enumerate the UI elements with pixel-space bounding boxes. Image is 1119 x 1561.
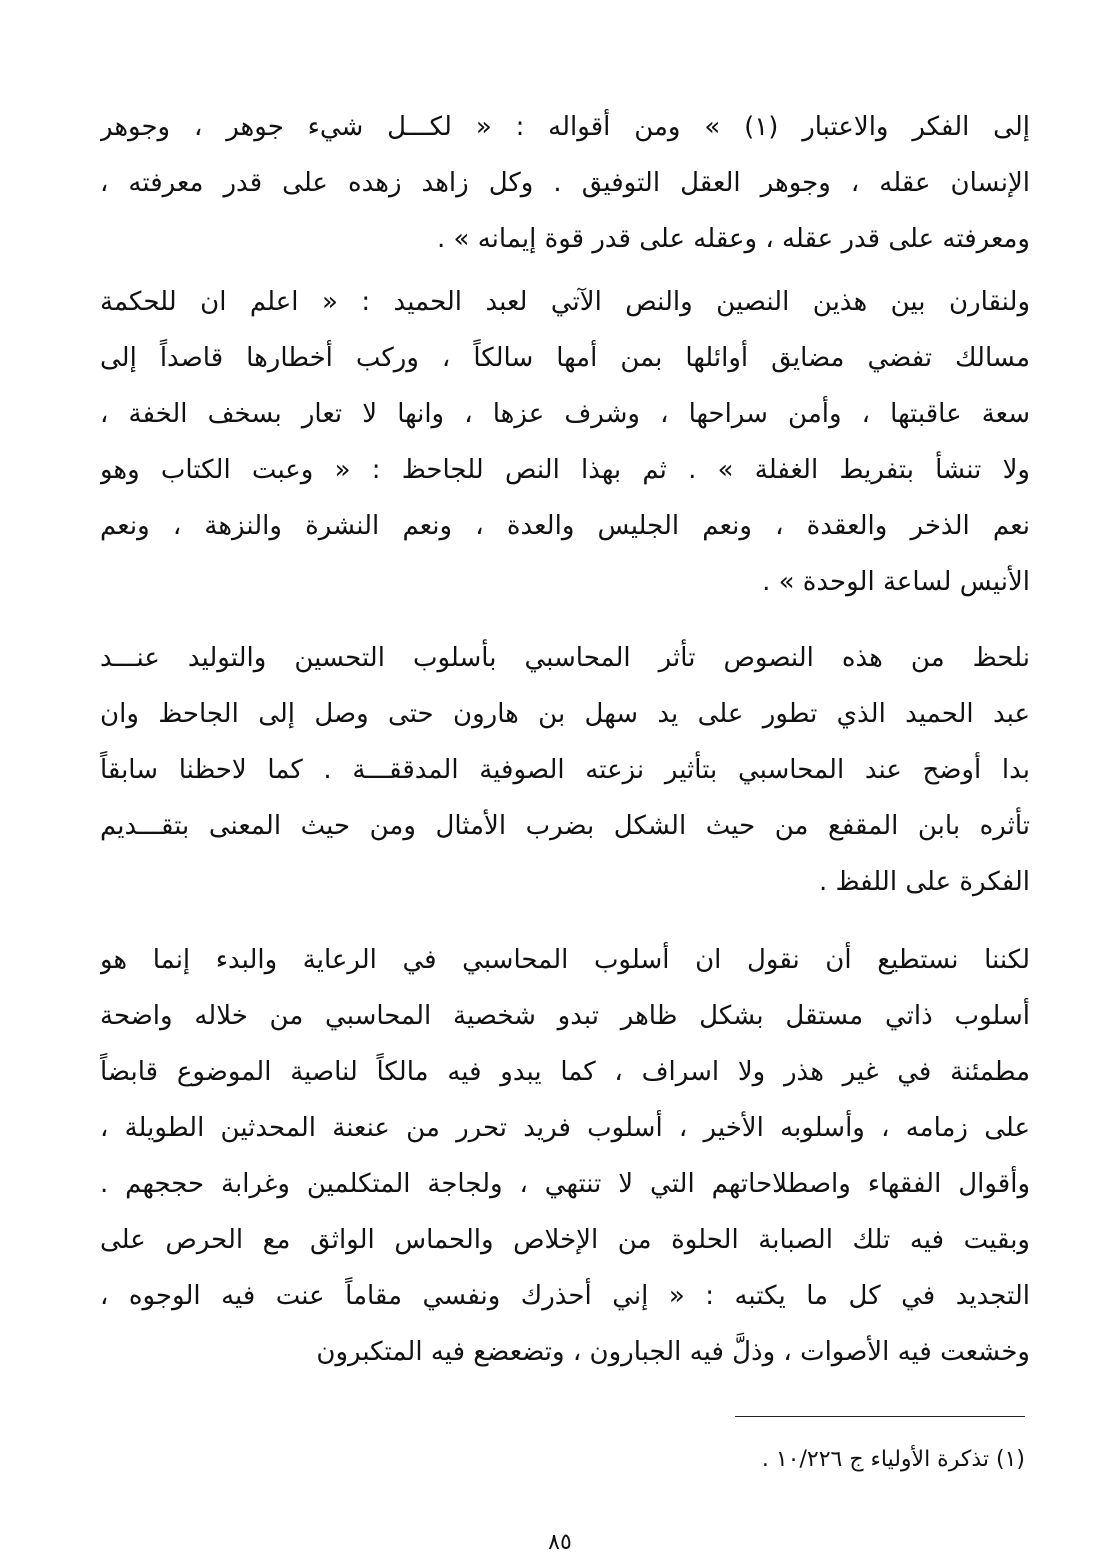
text-line: نلحظ من هذه النصوص تأثر المحاسبي بأسلوب التحسين والتوليد عنـــد: [100, 643, 1030, 673]
text-line: وخشعت فيه الأصوات ، وذلَّ فيه الجبارون ، وتضعضع فيه المتكبرون: [316, 1337, 1030, 1367]
footnote-divider: [735, 1416, 1025, 1417]
text-line: لكننا نستطيع أن نقول ان أسلوب المحاسبي في الرعاية والبدء إنما هو: [100, 945, 1030, 975]
text-line: ولا تنشأ بتفريط الغفلة » . ثم بهذا النص للجاحظ : « وعبت الكتاب وهو: [100, 455, 1030, 485]
text-line: ولنقارن بين هذين النصين والنص الآتي لعبد الحميد : « اعلم ان للحكمة: [100, 287, 1030, 317]
text-line: الفكرة على اللفظ .: [818, 867, 1030, 897]
paragraph-2: [100, 274, 1030, 610]
text-line: وأقوال الفقهاء واصطلاحاتهم التي لا تنتهي ، ولجاجة المتكلمين وغرابة حججهم .: [100, 1169, 1030, 1199]
text-line: ومعرفته على قدر عقله ، وعقله على قدر قوة إيمانه » .: [437, 224, 1030, 254]
page-number: ٨٥: [548, 1530, 572, 1555]
text-line: وبقيت فيه تلك الصبابة الحلوة من الإخلاص والحماس الواثق مع الحرص على: [100, 1225, 1030, 1255]
text-line: على زمامه ، وأسلوبه الأخير ، أسلوب فريد تحرر من عنعنة المحدثين الطويلة ،: [100, 1113, 1030, 1143]
text-line: التجديد في كل ما يكتبه : « إني أحذرك ونفسي مقاماً عنت فيه الوجوه ،: [100, 1281, 1030, 1311]
text-line: تأثره بابن المقفع من حيث الشكل بضرب الأمثال ومن حيث المعنى بتقـــديم: [100, 811, 1030, 841]
paragraph-1: [100, 99, 1030, 267]
text-line: بدا أوضح عند المحاسبي بتأثير نزعته الصوفية المدققـــة . كما لاحظنا سابقاً: [100, 755, 1030, 785]
text-line: مطمئنة في غير هذر ولا اسراف ، كما يبدو فيه مالكاً لناصية الموضوع قابضاً: [100, 1057, 1030, 1087]
footnote: (١) تذكرة الأولياء ج ١٠/٢٢٦ .: [761, 1447, 1025, 1472]
text-line: مسالك تفضي مضايق أوائلها بمن أمها سالكاً ، وركب أخطارها قاصداً إلى: [100, 343, 1030, 373]
text-line: إلى الفكر والاعتبار (١) » ومن أقواله : « لكـــل شيء جوهر ، وجوهر: [100, 112, 1030, 142]
text-line: الأنيس لساعة الوحدة » .: [762, 567, 1030, 597]
text-line: أسلوب ذاتي مستقل بشكل ظاهر تبدو شخصية المحاسبي من خلاله واضحة: [100, 1001, 1030, 1031]
text-line: الإنسان عقله ، وجوهر العقل التوفيق . وكل زاهد زهده على قدر معرفته ،: [100, 168, 1030, 198]
paragraph-4: [100, 932, 1030, 1380]
text-line: سعة عاقبتها ، وأمن سراحها ، وشرف عزها ، وانها لا تعار بسخف الخفة ،: [100, 399, 1030, 429]
paragraph-3: [100, 630, 1030, 910]
text-line: عبد الحميد الذي تطور على يد سهل بن هارون حتى وصل إلى الجاحظ وان: [100, 699, 1030, 729]
text-line: نعم الذخر والعقدة ، ونعم الجليس والعدة ، ونعم النشرة والنزهة ، ونعم: [100, 511, 1030, 541]
